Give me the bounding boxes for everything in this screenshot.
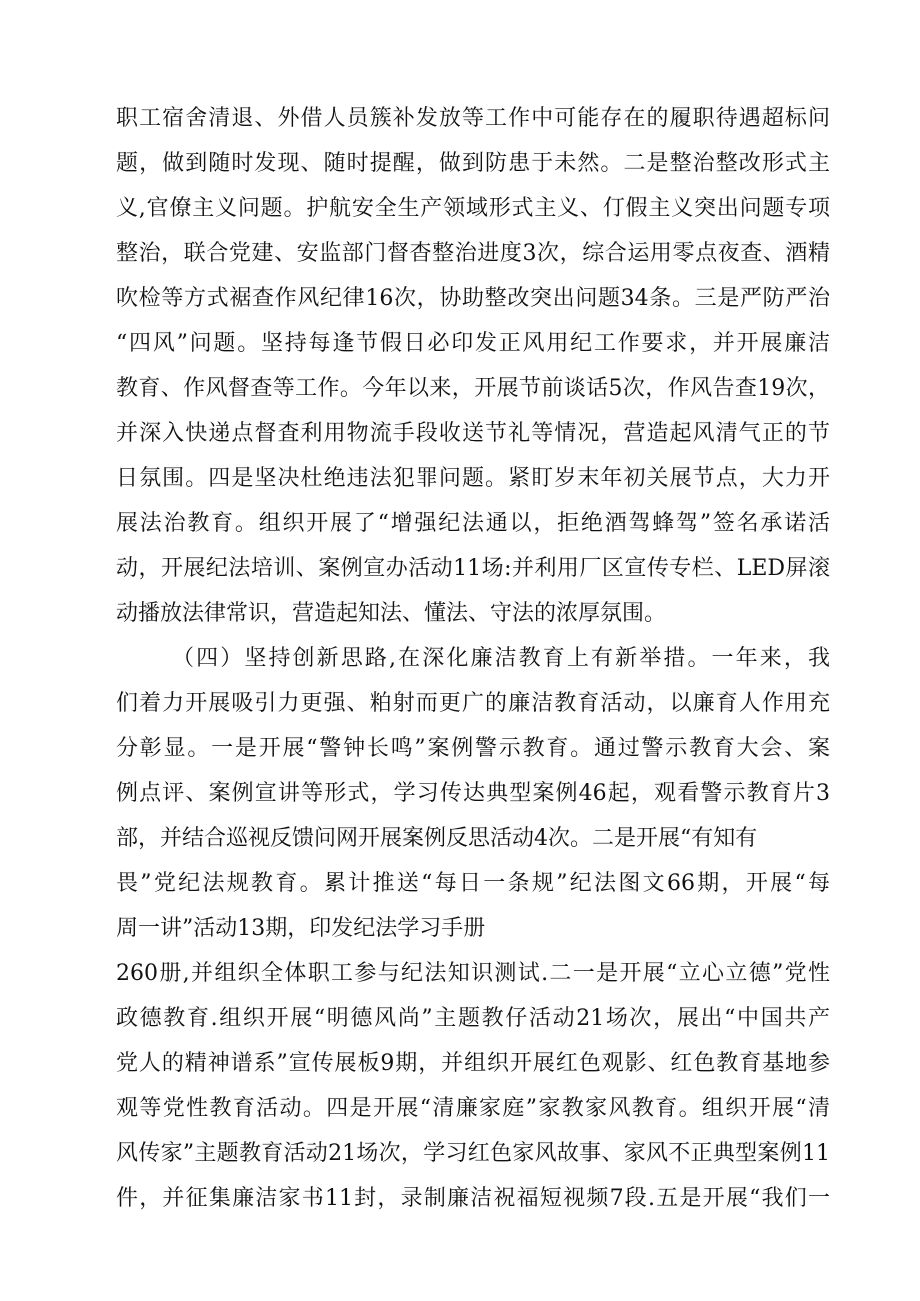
text-line: 动播放法律常识，营造起知法、懂法、守法的浓厚氛围。: [116, 601, 667, 626]
text-line: 260册,并组织全体职工参与纪法知识测试.二一是开展“立心立德”党性: [116, 961, 830, 986]
text-line: 部，并结合巡视反馈问网开展案例反思活动4次。二是开展“有知有: [116, 826, 758, 851]
text-line: 展法治教育。组织开展了“增强纪法通以，拒绝酒驾蜂驾”签名承诺活: [116, 511, 830, 536]
text-line: 政德教育.组织开展“明德风尚”主题教仔活动21场次，展出“中国共产: [116, 1006, 830, 1031]
text-line: 日氛围。四是坚决杜绝违法犯罪问题。紧盯岁末年初关展节点，大力开: [116, 466, 830, 491]
text-line: 件，并征集廉洁家书11封，录制廉洁祝福短视频7段.五是开展“我们一: [116, 1186, 830, 1211]
text-line: 观等党性教育活动。四是开展“清廉家庭”家教家风教育。组织开展“清: [116, 1096, 830, 1121]
text-line: 畏”党纪法规教育。累计推送“每日一条规”纪法图文66期，开展“每: [116, 871, 830, 896]
text-line: 动，开展纪法培训、案例宣办活动11场:并利用厂区宣传专栏、LED屏滚: [116, 556, 830, 581]
text-line: 义,官僚主义问题。护航安全生产领域形式主义、仃假主义突出问题专项: [116, 196, 830, 221]
text-line: 教育、作风督查等工作。今年以来，开展节前谈话5次，作风告查19次，: [116, 376, 830, 401]
text-line: 整治，联合党建、安监部门督杳整治进度3次，综合运用零点夜查、酒精: [116, 241, 830, 266]
text-line: 党人的精神谱系”宣传展板9期，并组织开展红色观影、红色教育基地参: [116, 1051, 830, 1076]
text-line: 分彰显。一是开展“警钟长鸣”案例警示教育。通过警示教育大会、案: [116, 736, 830, 761]
text-line: 职工宿舍清退、外借人员簇补发放等工作中可能存在的履职待遇超标问: [116, 106, 830, 131]
text-line: 吹检等方式裾查作风纪律16次，协助整改突出问题34条。三是严防严治: [116, 286, 830, 311]
text-line: 例点评、案例宣讲等形式，学习传达典型案例46起，观看警示教育片3: [116, 781, 830, 806]
text-line: 们着力开展吸引力更强、粕射而更广的廉洁教育活动，以廉育人作用充: [116, 691, 830, 716]
text-line: 周一讲”活动13期，印发纪法学习手册: [116, 916, 486, 941]
section-heading-line: （四）坚持创新思路,在深化廉洁教育上有新举措。一年来，我: [172, 646, 830, 671]
body-text: [116, 96, 830, 1221]
text-line: 风传家”主题教育活动21场次，学习红色家风故事、家风不正典型案例11: [116, 1141, 830, 1166]
text-line: 题，做到随时发现、随时提醒，做到防患于未然。二是整治整改形式主: [116, 151, 830, 176]
text-line: 并深入快递点督査利用物流手段收送节礼等情况，营造起风清气正的节: [116, 421, 830, 446]
text-line: “四风”问题。坚持每逢节假日必印发正风用纪工作要求，并开展廉洁: [116, 331, 830, 356]
